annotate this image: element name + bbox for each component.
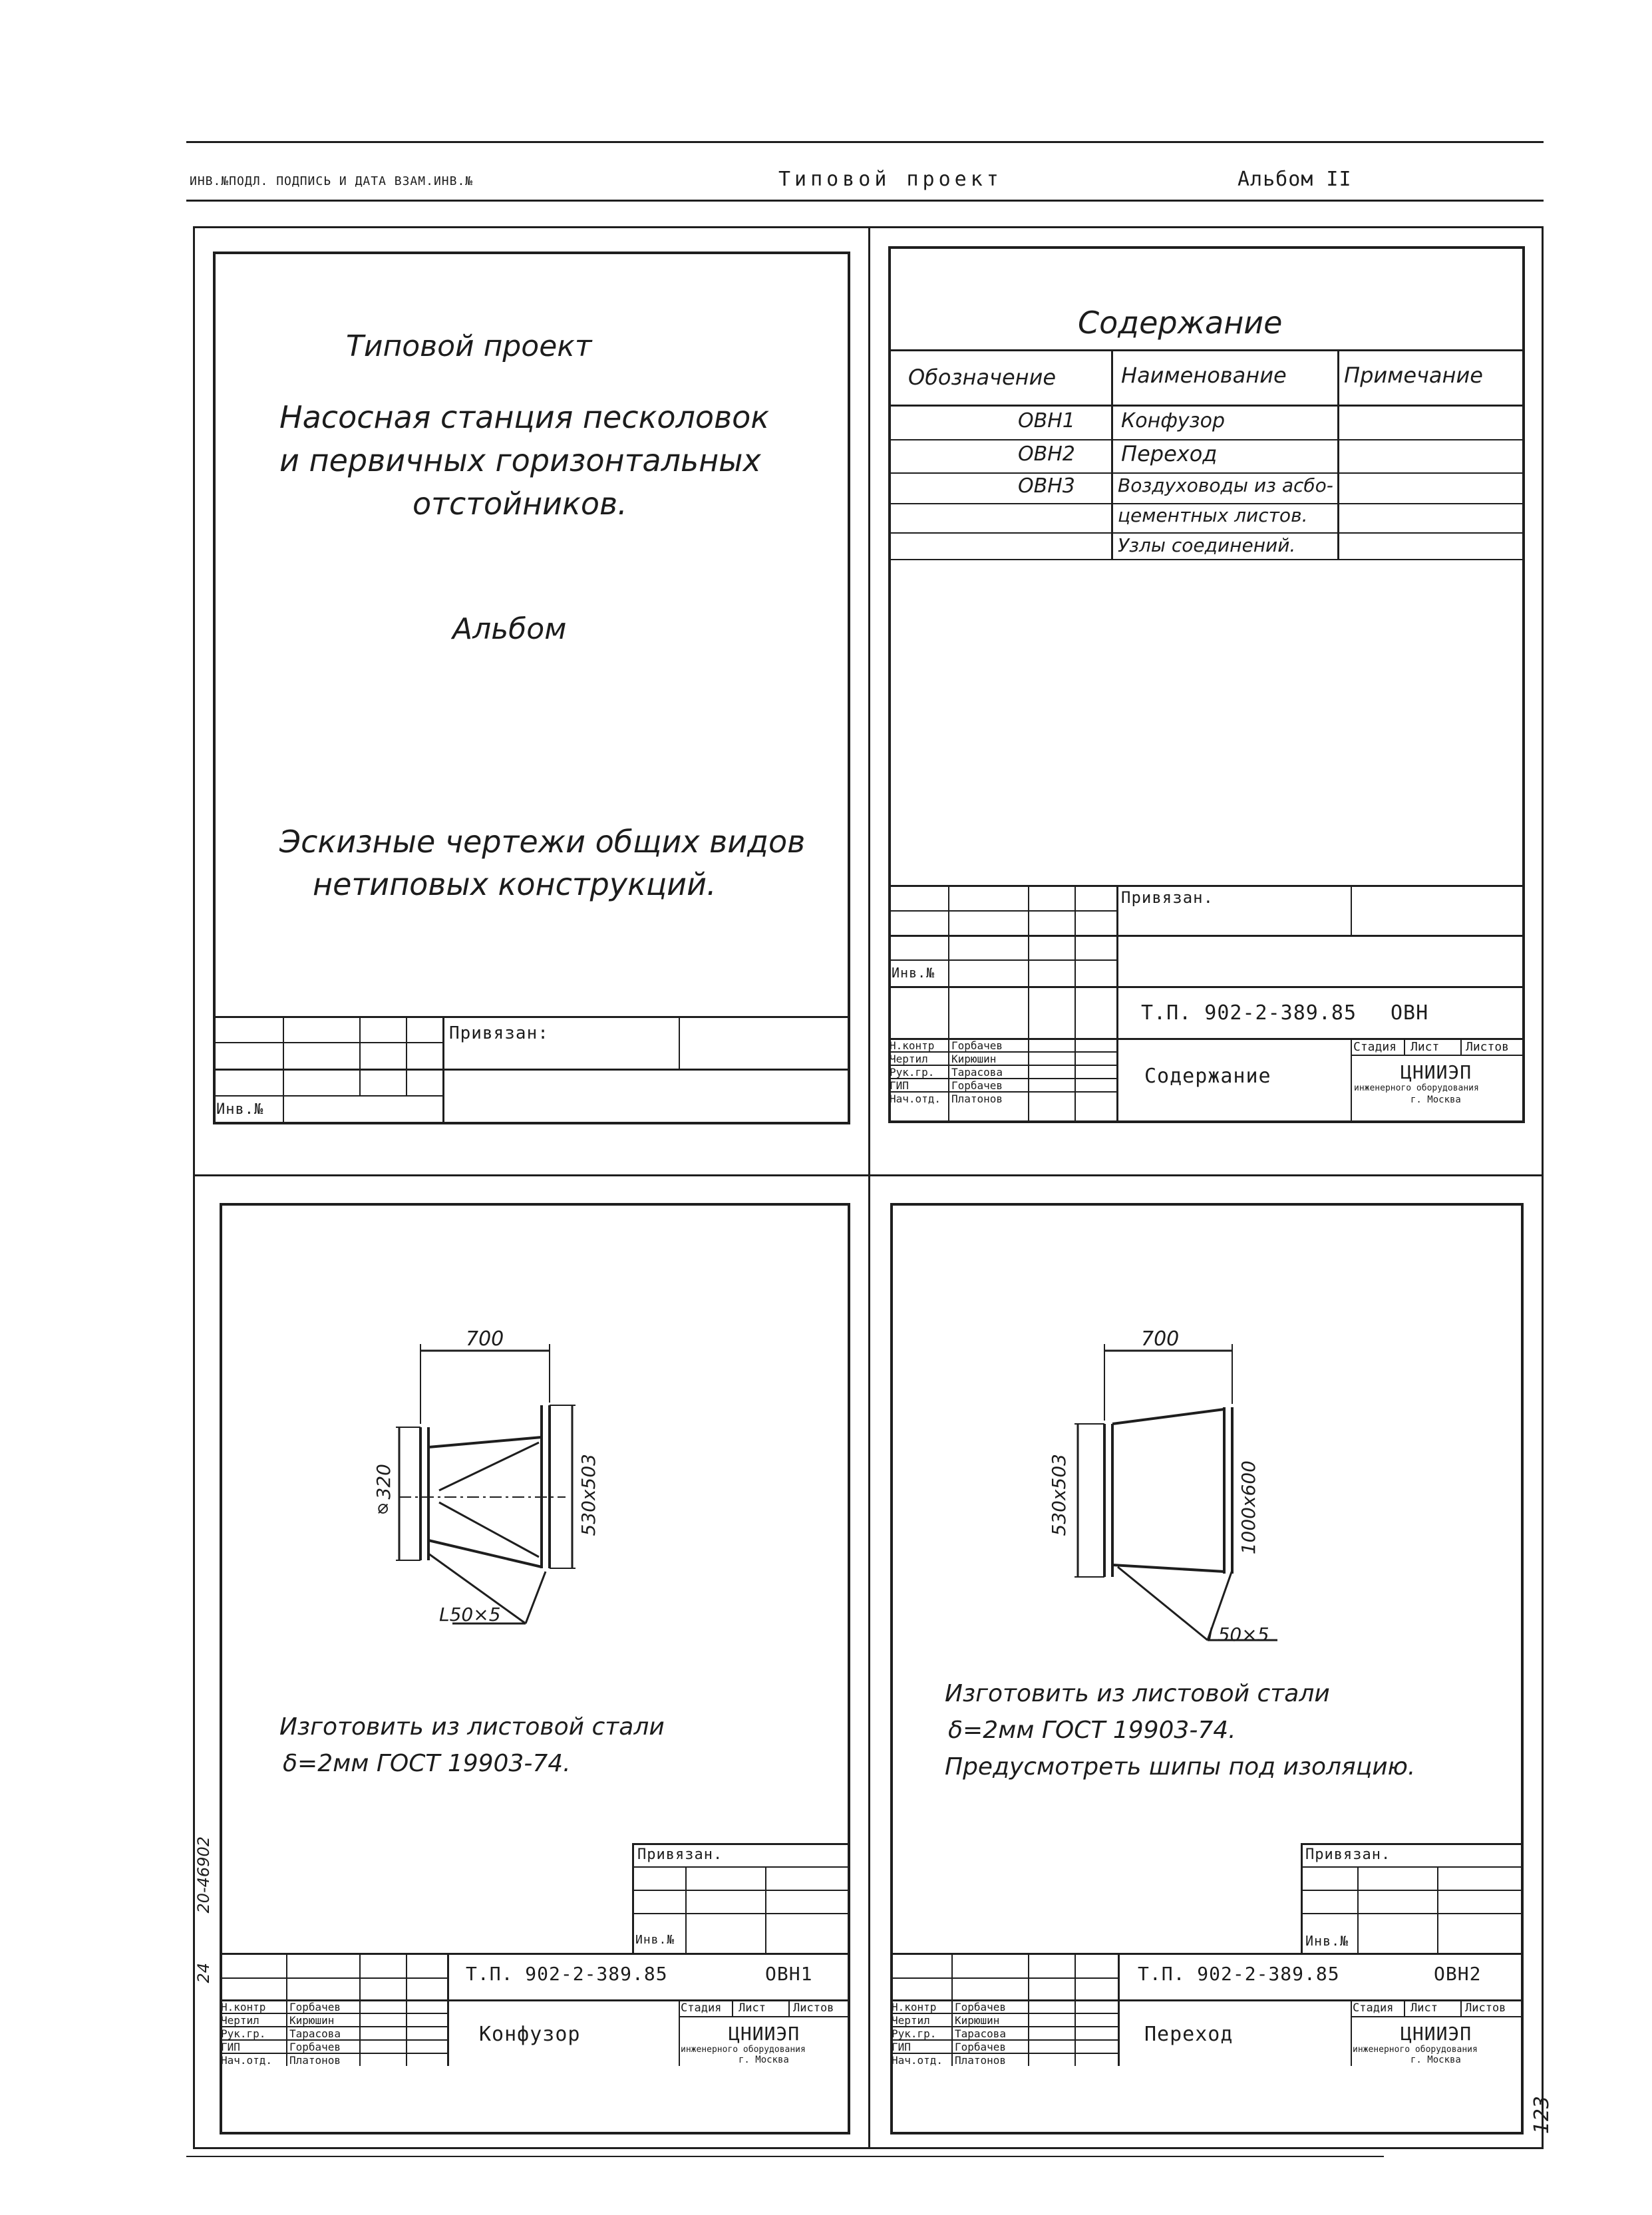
cover-album: Альбом xyxy=(452,612,567,646)
contents-table-header-bottom xyxy=(888,405,1525,407)
konfuzor-note-2: δ=2мм ГОСТ 19903-74. xyxy=(283,1750,571,1777)
stamp-vline xyxy=(286,1953,287,2066)
page-number: 123 xyxy=(1530,2096,1554,2134)
staff-role: Рук.гр. xyxy=(892,2027,937,2040)
stamp-line xyxy=(220,1953,850,1955)
stamp-line xyxy=(890,1977,1120,1979)
perehod-lists: Листов xyxy=(1465,2001,1506,2015)
staff-role: ГИП xyxy=(892,2041,911,2053)
staff-role: Н.контр xyxy=(892,2001,937,2013)
staff-role: Чертил xyxy=(892,2014,930,2027)
contents-stage: Стадия xyxy=(1353,1040,1397,1054)
contents-sheet-title: Содержание xyxy=(1144,1065,1271,1088)
staff-role: Рук.гр. xyxy=(890,1066,935,1079)
header-title: Типовой проект xyxy=(778,168,1003,191)
konfuzor-stage: Стадия xyxy=(681,2001,722,2015)
perehod-note-1: Изготовить из листовой стали xyxy=(945,1680,1330,1707)
stamp-line xyxy=(632,1866,850,1868)
contents-row-name: Узлы соединений. xyxy=(1118,534,1296,556)
stamp-vline xyxy=(1460,1999,1462,2016)
perehod-inv: Инв.№ xyxy=(1305,1933,1349,1949)
stamp-vline xyxy=(1357,1866,1359,1953)
stamp-vline xyxy=(1404,1038,1405,1055)
staff-role: ГИП xyxy=(221,2041,240,2053)
stamp-line xyxy=(632,1890,850,1891)
cover-stamp-vline xyxy=(406,1016,407,1096)
staff-name: Горбачев xyxy=(289,2001,341,2013)
staff-name: Тарасова xyxy=(955,2027,1007,2040)
contents-row-code: ОВН2 xyxy=(1018,442,1075,466)
staff-name: Горбачев xyxy=(955,2041,1007,2053)
stamp-vline xyxy=(406,1953,407,2066)
cover-stamp-top xyxy=(213,1016,850,1018)
stamp-vline xyxy=(685,1866,687,1953)
perehod-list: Лист xyxy=(1410,2001,1438,2015)
staff-name: Платонов xyxy=(289,2054,341,2067)
perehod-dim-length: 700 xyxy=(1141,1327,1180,1351)
stamp-line xyxy=(679,2016,850,2017)
perehod-drawing xyxy=(1058,1324,1311,1650)
stamp-vline xyxy=(765,1866,766,1953)
stamp-line xyxy=(888,935,1525,937)
contents-city: г. Москва xyxy=(1410,1095,1461,1105)
stamp-vline xyxy=(1074,1953,1076,2066)
konfuzor-dim-rect: 530х503 xyxy=(578,1454,599,1536)
contents-table-top xyxy=(888,349,1525,351)
staff-role: Чертил xyxy=(890,1053,928,1065)
konfuzor-doc-code: Т.П. 902-2-389.85 xyxy=(466,1963,668,1985)
perehod-sheet-title: Переход xyxy=(1144,2023,1234,2046)
cover-stamp-vline xyxy=(359,1016,361,1096)
contents-row-name: Переход xyxy=(1121,441,1218,466)
stamp-vline xyxy=(1351,1999,1352,2066)
konfuzor-dim-diameter: ⌀320 xyxy=(373,1464,395,1522)
cover-privyazan: Привязан: xyxy=(449,1023,549,1043)
konfuzor-list: Лист xyxy=(739,2001,766,2015)
konfuzor-privyazan: Привязан. xyxy=(637,1846,723,1863)
staff-role: Рук.гр. xyxy=(221,2027,266,2040)
contents-privyazan: Привязан. xyxy=(1121,888,1214,907)
stamp-line xyxy=(890,1953,1524,1955)
staff-name: Кирюшин xyxy=(951,1053,997,1065)
stamp-vline xyxy=(679,1999,680,2066)
cover-stamp-line xyxy=(213,1095,442,1097)
stamp-line xyxy=(220,1977,449,1979)
staff-name: Горбачев xyxy=(289,2041,341,2053)
perehod-stage: Стадия xyxy=(1353,2001,1394,2015)
stamp-vline xyxy=(1404,1999,1405,2016)
staff-role: Чертил xyxy=(221,2014,259,2027)
cover-project-name-3: отстойников. xyxy=(413,486,627,522)
cover-project-name-2: и первичных горизонтальных xyxy=(279,442,761,478)
stamp-vline xyxy=(732,1999,733,2016)
stamp-vline xyxy=(948,885,949,1123)
contents-row-name: цементных листов. xyxy=(1118,504,1308,526)
vertical-split xyxy=(868,226,870,2149)
staff-name: Кирюшин xyxy=(289,2014,335,2027)
perehod-dim-right: 1000х600 xyxy=(1238,1460,1259,1555)
contents-row-code: ОВН3 xyxy=(1018,474,1075,498)
stamp-vline xyxy=(1028,1953,1029,2066)
stamp-vline xyxy=(359,1953,361,2066)
staff-role: ГИП xyxy=(890,1079,909,1092)
contents-list: Лист xyxy=(1410,1040,1440,1054)
contents-col-designation: Обозначение xyxy=(908,365,1057,390)
contents-col-line xyxy=(1337,349,1339,559)
staff-role: Нач.отд. xyxy=(221,2054,273,2067)
stamp-line xyxy=(1351,2016,1524,2017)
stamp-vline xyxy=(1351,885,1352,935)
contents-col-line xyxy=(1111,349,1113,559)
contents-row-line xyxy=(888,472,1525,474)
staff-name: Горбачев xyxy=(955,2001,1007,2013)
perehod-angle: L50×5 xyxy=(1208,1623,1269,1645)
konfuzor-angle: L50×5 xyxy=(439,1604,501,1625)
konfuzor-dim-length: 700 xyxy=(466,1327,504,1351)
cover-stamp-line xyxy=(213,1042,442,1043)
contents-title: Содержание xyxy=(1078,305,1283,341)
stamp-vline xyxy=(951,1953,953,2066)
staff-role: Нач.отд. xyxy=(892,2054,943,2067)
staff-name: Платонов xyxy=(951,1093,1003,1105)
stamp-vline xyxy=(1301,1843,1303,1953)
contents-mark: ОВН xyxy=(1391,1001,1429,1025)
stamp-line xyxy=(1301,1913,1524,1914)
staff-name: Кирюшин xyxy=(955,2014,1000,2027)
stamp-vline xyxy=(1118,1953,1120,2066)
konfuzor-sheet-title: Конфузор xyxy=(479,2023,581,2046)
stamp-vline xyxy=(632,1843,634,1953)
stamp-vline xyxy=(1028,885,1029,1123)
stamp-vline xyxy=(1351,1038,1352,1123)
top-rule xyxy=(186,141,1544,143)
konfuzor-lists: Листов xyxy=(793,2001,834,2015)
stamp-line xyxy=(1351,1055,1525,1056)
contents-org: ЦНИИЭП xyxy=(1401,1061,1472,1083)
cover-stamp-line xyxy=(213,1069,850,1071)
konfuzor-org-sub: инженерного оборудования xyxy=(681,2045,806,2055)
side-archive-number: 20-46902 xyxy=(194,1836,213,1914)
contents-inv: Инв.№ xyxy=(892,965,935,981)
perehod-privyazan: Привязан. xyxy=(1305,1846,1391,1863)
contents-row-name: Конфузор xyxy=(1121,409,1226,432)
stamp-line xyxy=(1301,1866,1524,1868)
cover-stamp-vline xyxy=(442,1016,444,1124)
staff-name: Горбачев xyxy=(951,1079,1003,1092)
staff-role: Н.контр xyxy=(890,1039,935,1052)
contents-org-sub: инженерного оборудования xyxy=(1354,1083,1479,1093)
perehod-org-sub: инженерного оборудования xyxy=(1353,2045,1478,2055)
staff-name: Тарасова xyxy=(951,1066,1003,1079)
staff-name: Горбачев xyxy=(951,1039,1003,1052)
perehod-mark: ОВН2 xyxy=(1434,1963,1482,1985)
staff-name: Платонов xyxy=(955,2054,1007,2067)
perehod-doc-code: Т.П. 902-2-389.85 xyxy=(1138,1963,1340,1985)
stamp-vline xyxy=(1074,885,1076,1123)
stamp-line xyxy=(1301,1890,1524,1891)
stamp-line xyxy=(888,986,1525,988)
cover-stamp-vline xyxy=(679,1016,680,1069)
contents-lists: Листов xyxy=(1466,1040,1510,1054)
side-page-number: 24 xyxy=(194,1963,213,1983)
contents-col-name: Наименование xyxy=(1121,363,1287,388)
perehod-org: ЦНИИЭП xyxy=(1401,2023,1472,2045)
stamp-vline xyxy=(1460,1038,1462,1055)
cover-inv: Инв.№ xyxy=(216,1101,264,1118)
stamp-vline xyxy=(447,1953,449,2066)
stamp-line xyxy=(888,885,1525,887)
konfuzor-inv: Инв.№ xyxy=(635,1933,675,1947)
stamp-line xyxy=(888,959,1118,961)
konfuzor-org: ЦНИИЭП xyxy=(729,2023,800,2045)
staff-name: Тарасова xyxy=(289,2027,341,2040)
stamp-vline xyxy=(788,1999,790,2016)
perehod-dim-left: 530х503 xyxy=(1048,1454,1070,1536)
cover-stamp-vline xyxy=(283,1016,284,1124)
cover-sheet xyxy=(213,252,850,1124)
contents-row-line xyxy=(888,532,1525,534)
cover-subtitle-1: Эскизные чертежи общих видов xyxy=(279,824,806,860)
stamp-line xyxy=(1301,1843,1524,1845)
konfuzor-city: г. Москва xyxy=(739,2055,789,2065)
staff-role: Нач.отд. xyxy=(890,1093,941,1105)
stamp-line xyxy=(888,910,1118,912)
staff-role: Н.контр xyxy=(221,2001,266,2013)
contents-col-note: Примечание xyxy=(1344,363,1483,388)
stamp-vline xyxy=(1116,885,1118,1123)
perehod-note-3: Предусмотреть шипы под изоляцию. xyxy=(945,1753,1416,1781)
contents-row-line xyxy=(888,439,1525,440)
stamp-vline xyxy=(1437,1866,1438,1953)
contents-row-line xyxy=(888,559,1525,560)
contents-doc-code: Т.П. 902-2-389.85 xyxy=(1141,1001,1357,1025)
perehod-note-2: δ=2мм ГОСТ 19903-74. xyxy=(948,1717,1236,1744)
stamp-line xyxy=(632,1913,850,1914)
contents-row-code: ОВН1 xyxy=(1018,409,1075,432)
bottom-rule xyxy=(186,2156,1384,2157)
contents-row-name: Воздуховоды из асбо- xyxy=(1118,474,1333,496)
konfuzor-mark: ОВН1 xyxy=(765,1963,813,1985)
horizontal-split xyxy=(193,1174,1544,1176)
cover-title: Типовой проект xyxy=(346,329,592,363)
stamp-line xyxy=(632,1843,850,1845)
header-album: Альбом II xyxy=(1238,168,1352,191)
cover-subtitle-2: нетиповых конструкций. xyxy=(313,866,717,902)
cover-project-name-1: Насосная станция песколовок xyxy=(279,399,770,435)
header-left-stamp: ИНВ.№ПОДЛ. ПОДПИСЬ И ДАТА ВЗАМ.ИНВ.№ xyxy=(190,174,474,188)
header-rule xyxy=(186,200,1544,202)
konfuzor-note-1: Изготовить из листовой стали xyxy=(279,1713,665,1741)
perehod-city: г. Москва xyxy=(1410,2055,1461,2065)
